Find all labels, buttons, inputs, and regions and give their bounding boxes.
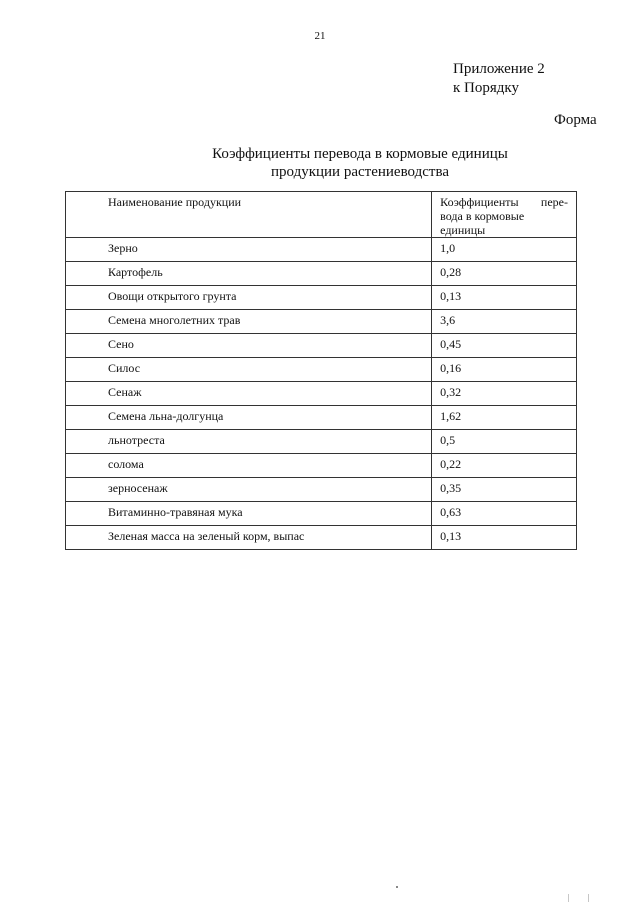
header-coefficient (432, 192, 577, 238)
document-title-line-1: Коэффициенты перевода в кормовые единицы (212, 146, 508, 162)
product-name-cell: Силос (66, 358, 432, 382)
coefficients-table (65, 191, 577, 550)
coefficient-cell: 0,45 (432, 334, 577, 358)
coefficient-cell: 3,6 (432, 310, 577, 334)
table-row (66, 310, 577, 334)
coefficient-cell: 0,13 (432, 526, 577, 550)
coefficient-cell: 0,5 (432, 430, 577, 454)
table-row (66, 358, 577, 382)
table-row (66, 382, 577, 406)
product-name-cell: Картофель (66, 262, 432, 286)
product-name-cell: Семена льна-долгунца (66, 406, 432, 430)
table-row (66, 526, 577, 550)
product-name-cell: Зерно (66, 238, 432, 262)
coefficient-cell: 0,28 (432, 262, 577, 286)
coefficient-cell: 0,16 (432, 358, 577, 382)
table-row (66, 454, 577, 478)
appendix-line-1: Приложение 2 (453, 61, 545, 77)
table-row (66, 406, 577, 430)
header-coefficient-line-1: Коэффициенты пере- (440, 195, 568, 209)
coefficient-cell: 1,0 (432, 238, 577, 262)
coefficient-cell: 0,35 (432, 478, 577, 502)
product-name-cell: Овощи открытого грунта (66, 286, 432, 310)
header-product-name: Наименование продукции (66, 192, 432, 238)
product-name-cell: Сенаж (66, 382, 432, 406)
product-name-cell: Витаминно-травяная мука (66, 502, 432, 526)
coefficient-cell: 0,63 (432, 502, 577, 526)
product-name-cell: зерносенаж (66, 478, 432, 502)
product-name-cell: льнотреста (66, 430, 432, 454)
product-name-cell: Сено (66, 334, 432, 358)
coefficient-cell: 1,62 (432, 406, 577, 430)
coefficient-cell: 0,22 (432, 454, 577, 478)
scan-artifact-dot (396, 886, 398, 888)
table-row (66, 334, 577, 358)
coefficient-cell: 0,32 (432, 382, 577, 406)
table-row (66, 478, 577, 502)
table-header-row (66, 192, 577, 238)
table-row (66, 238, 577, 262)
table-row (66, 502, 577, 526)
product-name-cell: солома (66, 454, 432, 478)
table-row (66, 430, 577, 454)
coefficient-cell: 0,13 (432, 286, 577, 310)
form-label: Форма (554, 112, 597, 128)
page-number: 21 (314, 30, 326, 42)
product-name-cell: Зеленая масса на зеленый корм, выпас (66, 526, 432, 550)
product-name-cell: Семена многолетних трав (66, 310, 432, 334)
appendix-line-2: к Порядку (453, 80, 519, 96)
document-title (150, 145, 570, 181)
appendix-reference (453, 60, 545, 98)
table-row (66, 286, 577, 310)
header-coefficient-line-2: вода в кормовые единицы (440, 209, 525, 237)
table-row (66, 262, 577, 286)
document-title-line-2: продукции растениеводства (270, 164, 450, 180)
scan-artifact-marks: | | (568, 893, 598, 902)
